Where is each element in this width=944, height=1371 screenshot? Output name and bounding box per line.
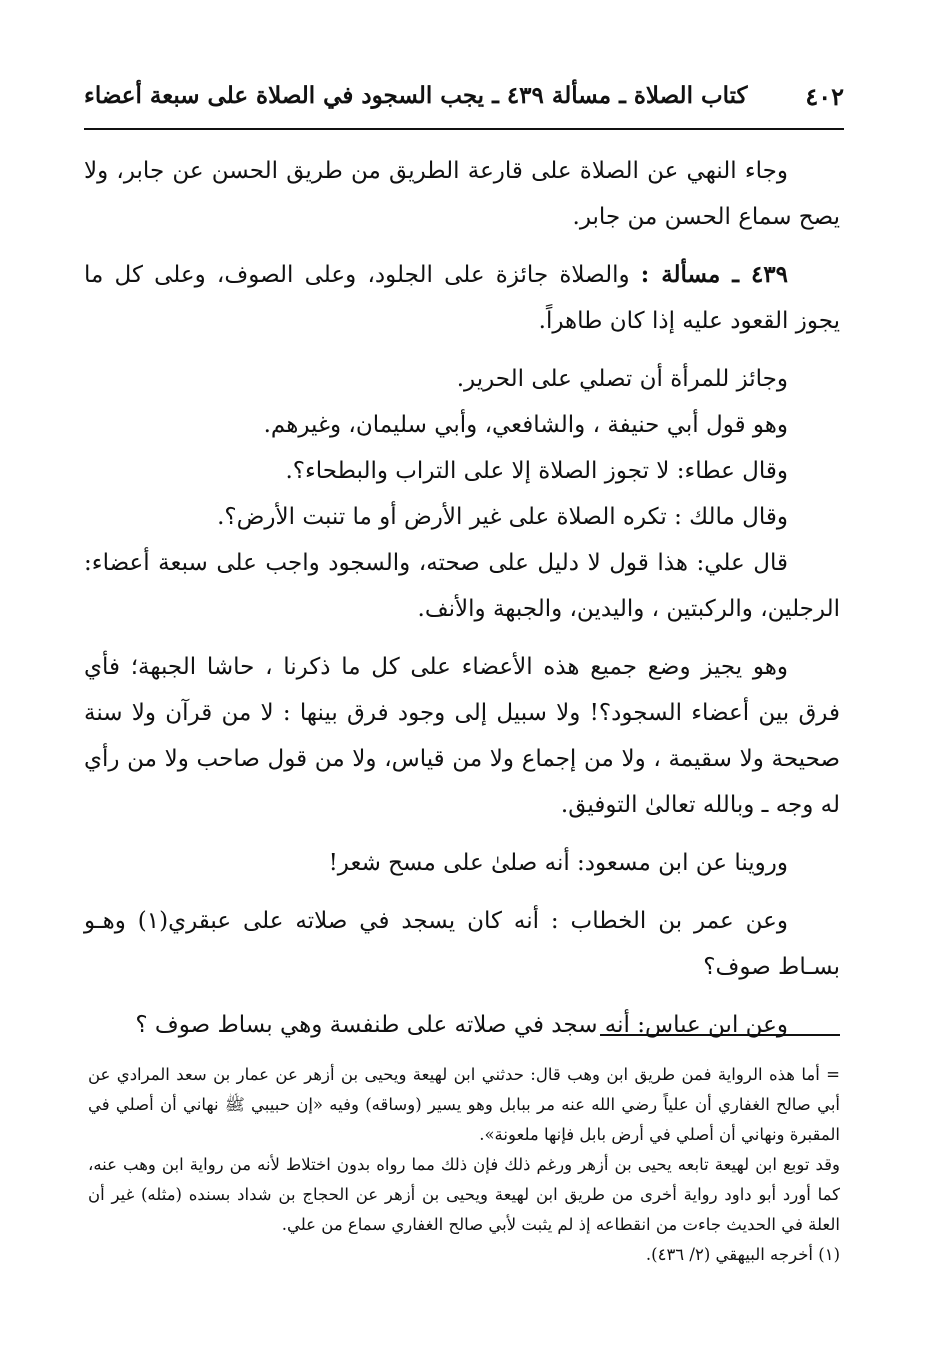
- issue-text: والصلاة جائزة على الجلود، وعلى الصوف، وعلى كل ما يجوز القعود عليه إذا كان طاهراً.: [84, 262, 840, 334]
- issue-paragraph: [84, 252, 840, 344]
- paragraph: وقال عطاء: لا تجوز الصلاة إلا على التراب والبطحاء؟.: [285, 458, 788, 484]
- running-title: كتاب الصلاة ـ مسألة ٤٣٩ ـ يجب السجود في الصلاة على سبعة أعضاء: [84, 82, 748, 109]
- footnote-rule: [600, 1034, 840, 1036]
- paragraph: وهو يجيز وضع جميع هذه الأعضاء على كل ما ذكرنا ، حاشا الجبهة؛ فأي فرق بين أعضاء السجود؟! ولا سبيل إلى وجود فرق بينها : لا من قرآن ولا سنة صحيحة ولا سقيمة ، ولا من إجماع ولا من قياس، ولا من قول صاحب ولا من رأي له وجه ـ وبالله تعالىٰ التوفيق.: [84, 654, 840, 818]
- page-number: ٤٠٢: [805, 82, 844, 111]
- paragraph: وروينا عن ابن مسعود: أنه صلىٰ على مسح شعر!: [328, 850, 788, 876]
- paragraph: وعن عمر بن الخطاب : أنه كان يسجد في صلاته على عبقري(١) وهـو بسـاط صوف؟: [84, 908, 840, 980]
- paragraph: وهو قول أبي حنيفة ، والشافعي، وأبي سليمان، وغيرهم.: [263, 412, 788, 438]
- paragraph: وجائز للمرأة أن تصلي على الحرير.: [456, 366, 788, 392]
- paragraph: وجاء النهي عن الصلاة على قارعة الطريق من طريق الحسن عن جابر، ولا يصح سماع الحسن من جابر.: [84, 158, 840, 230]
- footnote: (١) أخرجه البيهقي (٢/ ٤٣٦).: [645, 1245, 840, 1264]
- paragraph: قال علي: هذا قول لا دليل على صحته، والسجود واجب على سبعة أعضاء: الرجلين، والركبتين ، واليدين، والجبهة والأنف.: [84, 550, 840, 622]
- footnote: وقد توبع ابن لهيعة تابعه يحيى بن أزهر ورغم ذلك فإن ذلك مما رواه بدون اختلاط لأنه من رواية ابن وهب عنه، كما أورد أبو داود رواية أخرى من طريق ابن لهيعة ويحيى بن أزهر عن الحجاج بن شداد بسنده (مثله) غير أن العلة في الحديث جاءت من انقطاعه إذ لم يثبت لأبي صالح الغفاري سماع من علي.: [88, 1155, 840, 1234]
- page-header: [84, 82, 844, 122]
- paragraph: وعن ابن عباس: أنه سجد في صلاته على طنفسة وهي بساط صوف ؟: [135, 1012, 788, 1038]
- issue-heading: ٤٣٩ ـ مسألة :: [640, 261, 788, 288]
- main-text: [84, 148, 840, 1060]
- footnote: = أما هذه الرواية فمن طريق ابن وهب قال: حدثني ابن لهيعة ويحيى بن أزهر عن عمار بن سعد المرادي عن أبي صالح الغفاري أن علياً رضي الله عنه مر ببابل وهو يسير (وساقه) وفيه «إن حبيبي ﷺ نهاني أن أصلي في المقبرة ونهاني أن أصلي في أرض بابل فإنها ملعونة».: [88, 1065, 840, 1144]
- paragraph: وقال مالك : تكره الصلاة على غير الأرض أو ما تنبت الأرض؟.: [217, 504, 788, 530]
- footnotes: [88, 1060, 840, 1270]
- header-rule: [84, 128, 844, 130]
